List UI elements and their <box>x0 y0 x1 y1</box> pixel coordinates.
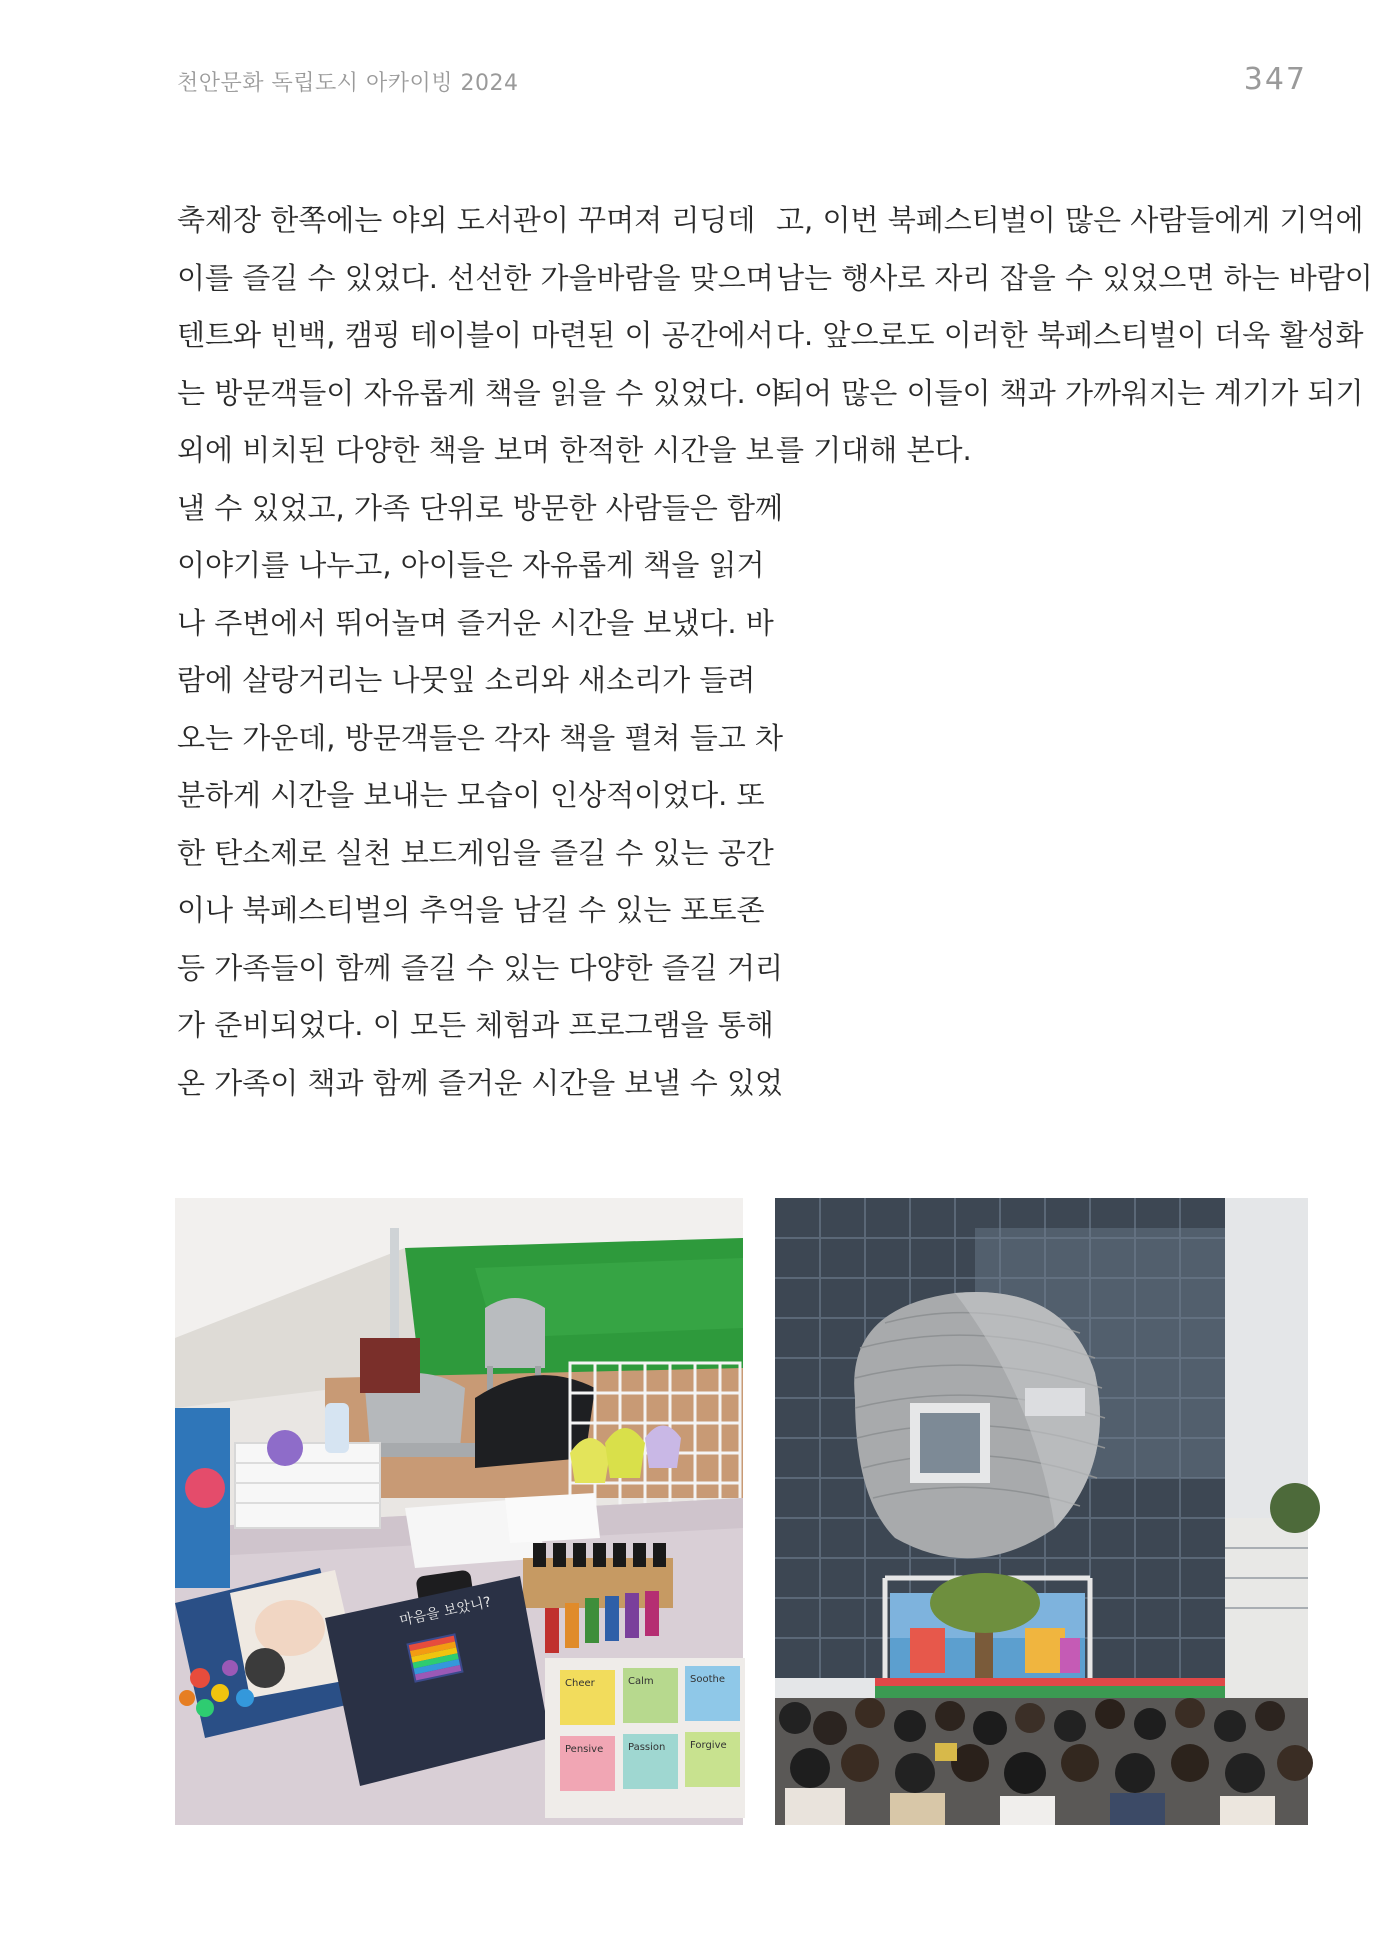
card-label: Forgive <box>690 1740 727 1751</box>
text-line: 텐트와 빈백, 캠핑 테이블이 마련된 이 공간에서 <box>177 318 774 352</box>
text-line: 나 주변에서 뛰어놀며 즐거운 시간을 보냈다. 바 <box>177 605 774 640</box>
text-line: 오는 가운데, 방문객들은 각자 책을 펼쳐 들고 차 <box>177 720 784 755</box>
text-line: 낼 수 있었고, 가족 단위로 방문한 사람들은 함께 <box>177 490 784 525</box>
text-line: 등 가족들이 함께 즐길 수 있는 다양한 즐길 거리 <box>177 950 784 985</box>
text-line: 는 방문객들이 자유롭게 책을 읽을 수 있었다. 야 <box>177 375 784 410</box>
card-label: Calm <box>628 1676 654 1687</box>
text-line: 축제장 한쪽에는 야외 도서관이 꾸며져 리딩데 <box>177 203 756 237</box>
text-line: 남는 행사로 자리 잡을 수 있었으면 하는 바람이 <box>776 260 1373 295</box>
text-line: 이나 북페스티벌의 추억을 남길 수 있는 포토존 <box>177 893 765 927</box>
card-label: Passion <box>628 1742 666 1753</box>
photo-activity-table <box>175 1198 743 1825</box>
text-line: 이야기를 나누고, 아이들은 자유롭게 책을 읽거 <box>177 548 765 582</box>
text-line: 한 탄소제로 실천 보드게임을 즐길 수 있는 공간 <box>177 835 774 870</box>
text-line: 다. 앞으로도 이러한 북페스티벌이 더욱 활성화 <box>776 318 1364 352</box>
text-line: 가 준비되었다. 이 모든 체험과 프로그램을 통해 <box>177 1008 774 1042</box>
page-number: 347 <box>1243 62 1307 97</box>
text-line: 람에 살랑거리는 나뭇잎 소리와 새소리가 들려 <box>177 663 756 697</box>
card-label: Pensive <box>565 1744 604 1755</box>
card-label: Soothe <box>690 1674 725 1685</box>
card-label: Cheer <box>565 1678 595 1689</box>
text-line: 분하게 시간을 보내는 모습이 인상적이었다. 또 <box>177 778 765 812</box>
text-line: 되어 많은 이들이 책과 가까워지는 계기가 되기 <box>776 375 1364 410</box>
text-line: 외에 비치된 다양한 책을 보며 한적한 시간을 보 <box>177 433 774 467</box>
text-line: 를 기대해 본다. <box>776 433 972 467</box>
text-line: 고, 이번 북페스티벌이 많은 사람들에게 기억에 <box>776 203 1364 237</box>
running-title: 천안문화 독립도시 아카이빙 2024 <box>177 71 519 96</box>
photo-outdoor-stage <box>775 1198 1308 1825</box>
text-line: 온 가족이 책과 함께 즐거운 시간을 보낼 수 있었 <box>177 1065 784 1100</box>
text-line: 이를 즐길 수 있었다. 선선한 가을바람을 맞으며 <box>177 260 774 295</box>
book-cover-title: 마음을 보았니? <box>398 1594 493 1630</box>
text-column-left <box>177 192 784 1112</box>
text-column-right <box>776 192 1373 480</box>
